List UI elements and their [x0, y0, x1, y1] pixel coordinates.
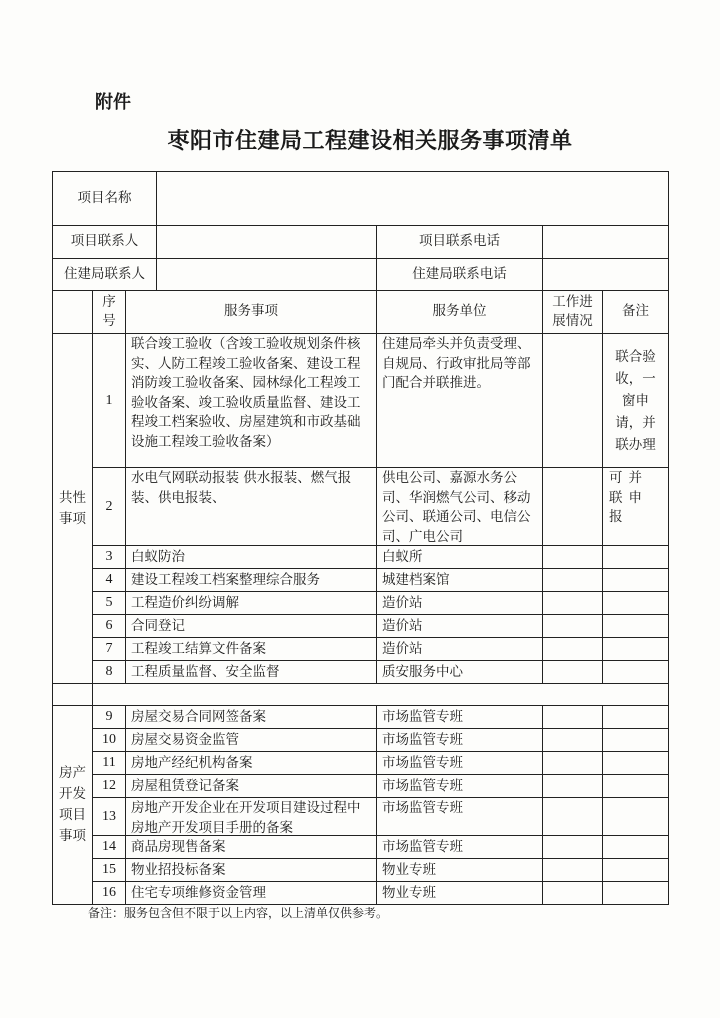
row-unit: 造价站 — [376, 614, 543, 638]
row-item: 白蚁防治 — [125, 545, 377, 569]
row-remark — [602, 751, 669, 775]
row-unit: 造价站 — [376, 591, 543, 615]
header-seq: 序号 — [92, 290, 126, 334]
row-progress[interactable] — [542, 835, 603, 859]
row-progress[interactable] — [542, 568, 603, 592]
row-remark — [602, 797, 669, 836]
row-seq: 8 — [92, 660, 126, 684]
row-progress[interactable] — [542, 858, 603, 882]
row-progress[interactable] — [542, 797, 603, 836]
row-seq: 15 — [92, 858, 126, 882]
header-unit: 服务单位 — [376, 290, 543, 334]
row-remark — [602, 858, 669, 882]
row-remark — [602, 545, 669, 569]
project-name-label: 项目名称 — [52, 171, 157, 226]
row-item: 房屋租赁登记备案 — [125, 774, 377, 798]
row-unit: 白蚁所 — [376, 545, 543, 569]
row-remark: 联合验收，一窗申请，并联办理 — [602, 333, 669, 468]
row-unit: 物业专班 — [376, 881, 543, 905]
row-item: 建设工程竣工档案整理综合服务 — [125, 568, 377, 592]
bureau-contact-label: 住建局联系人 — [52, 258, 157, 291]
row-progress[interactable] — [542, 614, 603, 638]
row-progress[interactable] — [542, 545, 603, 569]
row-progress[interactable] — [542, 333, 603, 468]
row-unit: 市场监管专班 — [376, 751, 543, 775]
attachment-label: 附件 — [95, 92, 131, 113]
row-unit: 住建局牵头并负责受理、自规局、行政审批局等部门配合并联推进。 — [376, 333, 543, 468]
row-item: 房屋交易合同网签备案 — [125, 705, 377, 729]
bureau-phone-field[interactable] — [542, 258, 669, 291]
header-progress: 工作进展情况 — [542, 290, 603, 334]
row-progress[interactable] — [542, 774, 603, 798]
spacer-row-left — [52, 683, 93, 706]
row-remark — [602, 568, 669, 592]
row-seq: 11 — [92, 751, 126, 775]
row-item: 住宅专项维修资金管理 — [125, 881, 377, 905]
row-unit: 市场监管专班 — [376, 774, 543, 798]
row-progress[interactable] — [542, 728, 603, 752]
row-remark — [602, 835, 669, 859]
row-progress[interactable] — [542, 881, 603, 905]
header-category-blank — [52, 290, 93, 334]
project-phone-field[interactable] — [542, 225, 669, 259]
row-seq: 9 — [92, 705, 126, 729]
row-remark — [602, 614, 669, 638]
header-remark: 备注 — [602, 290, 669, 334]
row-item: 工程竣工结算文件备案 — [125, 637, 377, 661]
row-item: 房地产开发企业在开发项目建设过程中房地产开发项目手册的备案 — [125, 797, 377, 836]
project-contact-field[interactable] — [156, 225, 377, 259]
project-name-field[interactable] — [156, 171, 669, 226]
row-item: 工程造价纠纷调解 — [125, 591, 377, 615]
row-seq: 14 — [92, 835, 126, 859]
row-progress[interactable] — [542, 467, 603, 546]
row-remark — [602, 881, 669, 905]
row-remark — [602, 705, 669, 729]
row-item: 物业招投标备案 — [125, 858, 377, 882]
row-progress[interactable] — [542, 637, 603, 661]
bureau-phone-label: 住建局联系电话 — [376, 258, 543, 291]
row-unit: 市场监管专班 — [376, 705, 543, 729]
row-remark — [602, 728, 669, 752]
project-phone-label: 项目联系电话 — [376, 225, 543, 259]
row-item: 房地产经纪机构备案 — [125, 751, 377, 775]
row-seq: 6 — [92, 614, 126, 638]
row-seq: 5 — [92, 591, 126, 615]
row-unit: 市场监管专班 — [376, 797, 543, 836]
row-progress[interactable] — [542, 751, 603, 775]
row-seq: 1 — [92, 333, 126, 468]
row-unit: 物业专班 — [376, 858, 543, 882]
category-common-items: 共性事项 — [52, 333, 93, 684]
row-remark — [602, 660, 669, 684]
row-unit: 市场监管专班 — [376, 835, 543, 859]
category-real-estate-items: 房产开发项目事项 — [52, 705, 93, 905]
spacer-row — [52, 683, 669, 706]
row-item: 商品房现售备案 — [125, 835, 377, 859]
row-seq: 4 — [92, 568, 126, 592]
row-progress[interactable] — [542, 705, 603, 729]
row-progress[interactable] — [542, 591, 603, 615]
row-progress[interactable] — [542, 660, 603, 684]
row-unit: 质安服务中心 — [376, 660, 543, 684]
row-item: 房屋交易资金监管 — [125, 728, 377, 752]
row-seq: 2 — [92, 467, 126, 546]
row-seq: 3 — [92, 545, 126, 569]
row-remark — [602, 774, 669, 798]
header-item: 服务事项 — [125, 290, 377, 334]
bureau-contact-field[interactable] — [156, 258, 377, 291]
row-unit: 市场监管专班 — [376, 728, 543, 752]
row-seq: 7 — [92, 637, 126, 661]
page-title: 枣阳市住建局工程建设相关服务事项清单 — [167, 128, 573, 154]
project-contact-label: 项目联系人 — [52, 225, 157, 259]
row-item: 合同登记 — [125, 614, 377, 638]
row-remark: 可并联申报 — [602, 467, 669, 546]
row-seq: 10 — [92, 728, 126, 752]
row-item: 联合竣工验收（含竣工验收规划条件核实、人防工程竣工验收备案、建设工程消防竣工验收备案、园林绿化工程竣工验收备案、竣工验收质量监督、建设工程竣工档案验收、房屋建筑和市政基础设施工程竣工验收备案） — [125, 333, 377, 468]
row-remark — [602, 637, 669, 661]
row-unit: 造价站 — [376, 637, 543, 661]
footer-note: 备注：服务包含但不限于以上内容，以上清单仅供参考。 — [88, 906, 389, 920]
row-unit: 城建档案馆 — [376, 568, 543, 592]
row-seq: 12 — [92, 774, 126, 798]
row-seq: 16 — [92, 881, 126, 905]
row-item: 工程质量监督、安全监督 — [125, 660, 377, 684]
row-unit: 供电公司、嘉源水务公司、华润燃气公司、移动公司、联通公司、电信公司、广电公司 — [376, 467, 543, 546]
row-item: 水电气网联动报装 供水报装、燃气报装、供电报装、 — [125, 467, 377, 546]
row-remark — [602, 591, 669, 615]
row-seq: 13 — [92, 797, 126, 836]
